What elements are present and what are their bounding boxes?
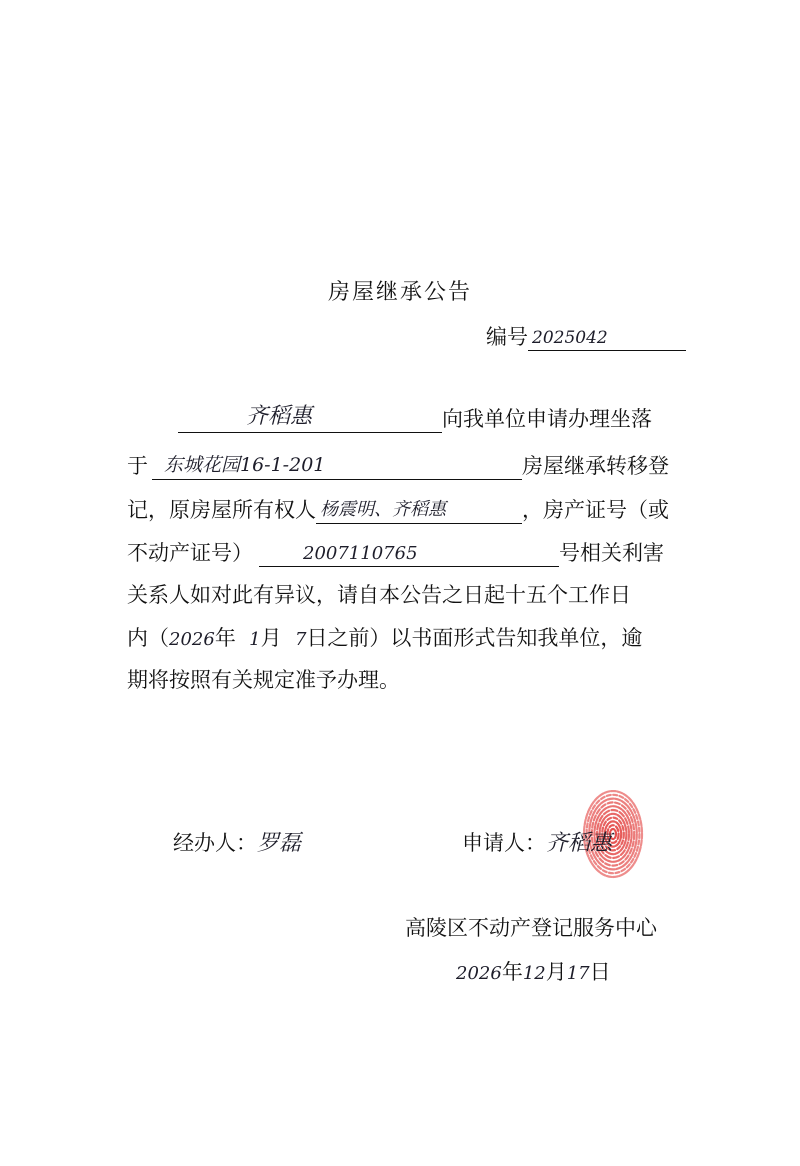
handler-signature: 罗磊 [257, 831, 302, 856]
deadline-month-char: 月 [260, 626, 282, 650]
issue-date-month: 12 [522, 963, 546, 984]
body-line-2-text: 房屋继承转移登 [522, 454, 669, 478]
deadline-year-char: 年 [214, 626, 236, 650]
issue-date-day: 17 [566, 963, 590, 984]
body-line-3-text: ，房产证号（或 [522, 498, 669, 522]
body-line-1-text: 向我单位申请办理坐落 [442, 407, 652, 431]
applicant-label: 申请人： [462, 831, 546, 855]
address-blank [152, 449, 522, 480]
issue-date [456, 956, 611, 986]
handler-signature-row [173, 826, 301, 857]
body-line-1 [178, 402, 652, 433]
body-line-3-prefix: 记，原房屋所有权人 [127, 498, 316, 522]
body-line-2 [127, 449, 669, 480]
body-line-7: 期将按照有关规定准予办理。 [127, 668, 400, 692]
property-address: 东城花园16-1-201 [164, 454, 326, 476]
body-line-6 [127, 622, 642, 652]
body-line-6-text: 日之前）以书面形式告知我单位，逾 [306, 626, 643, 650]
owners-blank [316, 493, 522, 524]
body-line-3 [127, 493, 669, 524]
body-line-4-prefix: 不动产证号） [127, 541, 253, 565]
certificate-blank [259, 536, 559, 567]
body-line-6-open: 内（ [127, 626, 169, 650]
applicant-signature-row [462, 826, 612, 857]
issue-date-month-char: 月 [545, 960, 567, 984]
body-line-2-prefix: 于 [127, 454, 148, 478]
office-name: 高陵区不动产登记服务中心 [405, 916, 657, 940]
notice-number-blank [528, 320, 686, 351]
original-owners: 杨震明、齐稻惠 [320, 499, 446, 520]
issue-date-year-char: 年 [501, 960, 523, 984]
handler-label: 经办人： [173, 831, 257, 855]
issue-date-year: 2026 [456, 963, 502, 984]
applicant-signature: 齐稻惠 [546, 831, 613, 856]
notice-number-value: 2025042 [532, 328, 608, 348]
notice-number-label: 编号 [486, 325, 528, 349]
deadline-year: 2026 [169, 629, 215, 650]
applicant-name: 齐稻惠 [246, 404, 313, 429]
deadline-month: 1 [249, 629, 261, 650]
issue-date-day-char: 日 [589, 960, 611, 984]
applicant-blank [178, 402, 442, 433]
body-line-5: 关系人如对此有异议，请自本公告之日起十五个工作日 [127, 583, 631, 607]
body-line-4-text: 号相关利害 [559, 541, 664, 565]
certificate-number: 2007110765 [303, 543, 418, 564]
notice-number [486, 320, 686, 351]
page-title: 房屋继承公告 [327, 280, 472, 305]
body-line-4 [127, 536, 664, 567]
deadline-day: 7 [294, 629, 307, 650]
